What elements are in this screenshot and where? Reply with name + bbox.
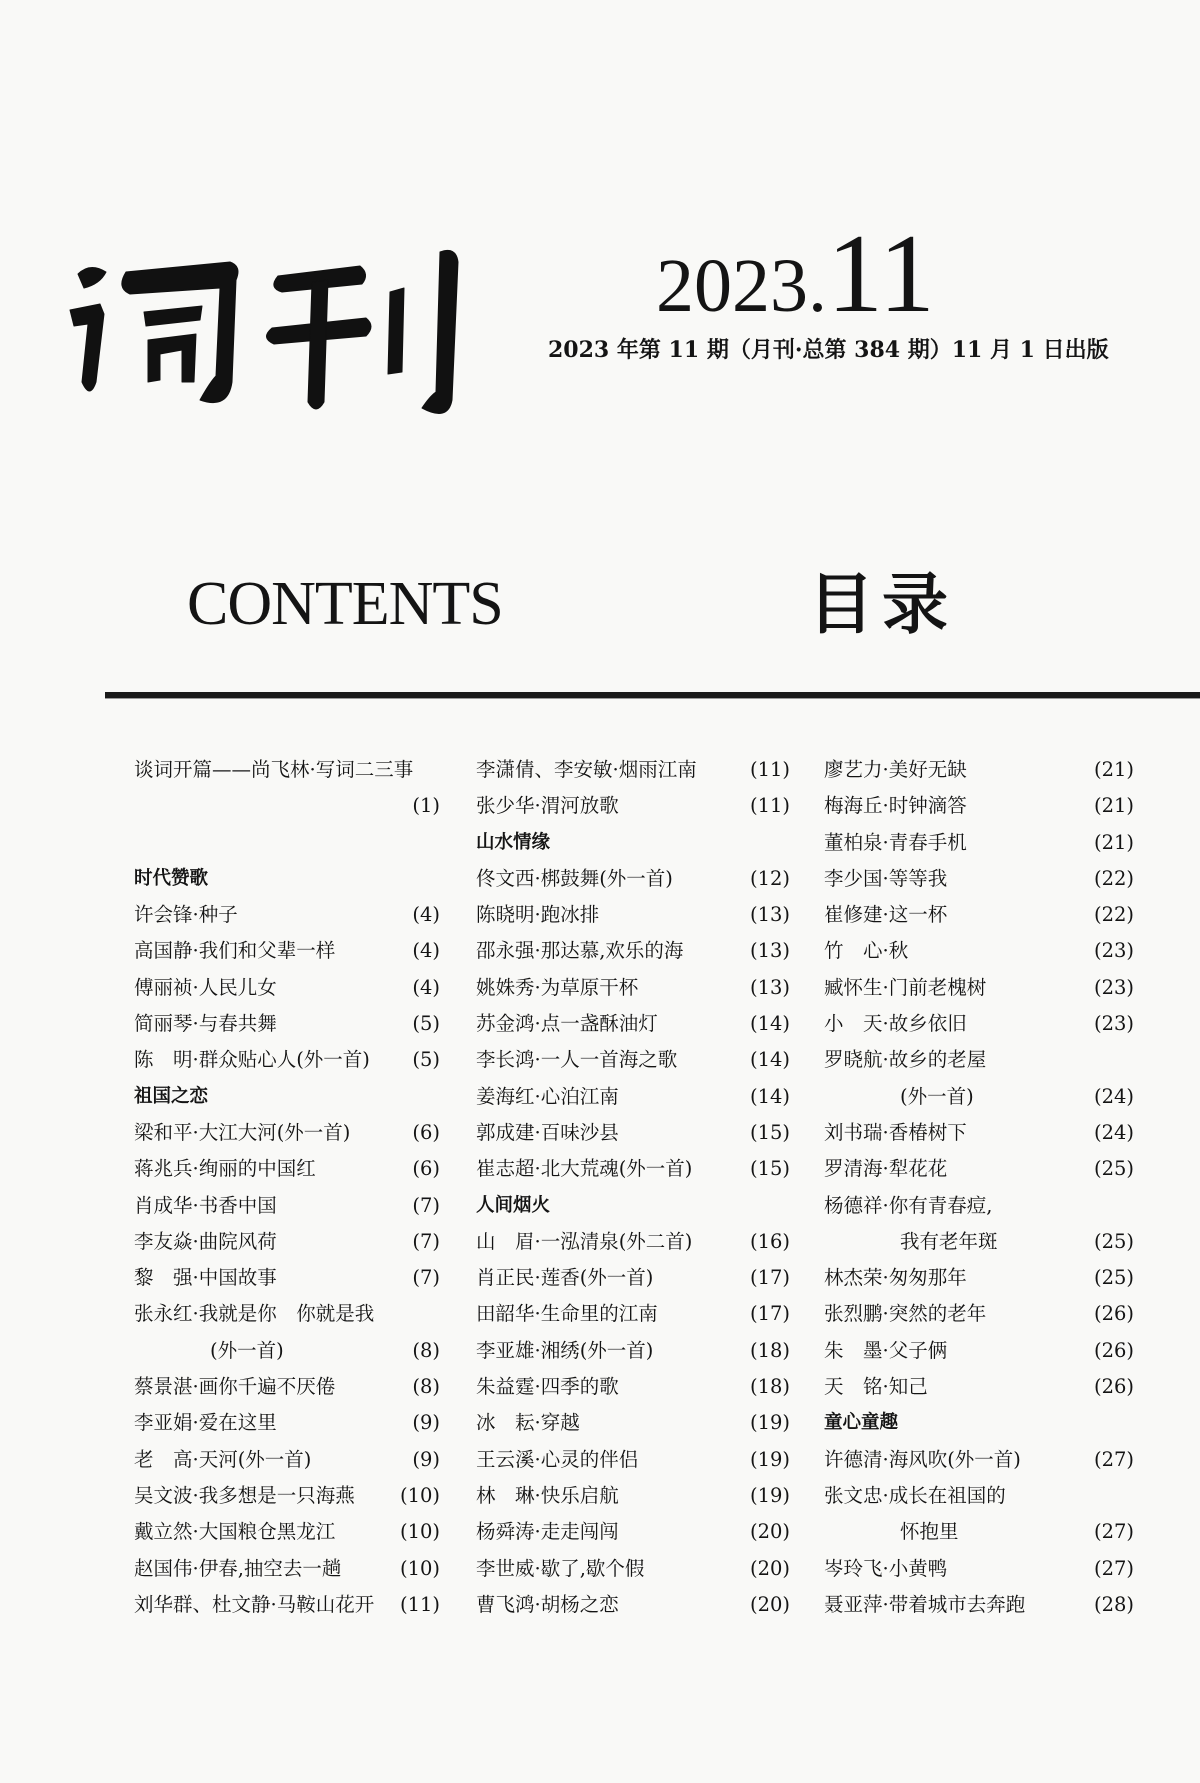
toc-entry [476, 861, 790, 897]
toc-entry [134, 897, 440, 933]
entry-page-number: (18) [749, 1338, 790, 1362]
toc-entry [134, 825, 440, 861]
entry-page-number: (21) [1093, 794, 1134, 818]
magazine-logo [60, 232, 480, 422]
toc-entry [824, 1514, 1134, 1550]
toc-entry [476, 1405, 790, 1441]
entry-title: 李亚雄·湘绣(外一首) [476, 1338, 654, 1362]
entry-title: 姜海红·心泊江南 [476, 1084, 619, 1108]
toc-entry [134, 1551, 440, 1587]
entry-title: 吴文波·我多想是一只海燕 [134, 1483, 355, 1507]
entry-title: 刘书瑞·香椿树下 [824, 1120, 967, 1144]
entry-page-number: (14) [749, 1084, 790, 1108]
entry-page-number: (20) [749, 1592, 790, 1616]
toc-entry [476, 1442, 790, 1478]
toc-entry [134, 1587, 440, 1623]
entry-page-number: (28) [1093, 1592, 1134, 1616]
toc-entry [824, 1260, 1134, 1296]
entry-page-number: (19) [749, 1483, 790, 1507]
entry-page-number: (6) [412, 1157, 440, 1181]
toc-entry [134, 1442, 440, 1478]
issue-month: 11 [827, 212, 935, 336]
toc-entry [134, 1151, 440, 1187]
toc-entry [824, 1478, 1134, 1514]
entry-title: 李少国·等等我 [824, 866, 948, 890]
toc-entry [476, 788, 790, 824]
toc-entry [476, 1514, 790, 1550]
entry-page-number: (14) [749, 1012, 790, 1036]
entry-page-number: (4) [412, 939, 440, 963]
entry-page-number: (27) [1093, 1556, 1134, 1580]
entry-page-number: (20) [749, 1556, 790, 1580]
entry-page-number: (10) [399, 1483, 440, 1507]
entry-page-number [436, 1079, 440, 1115]
entry-page-number: (12) [749, 866, 790, 890]
entry-page-number: (26) [1093, 1302, 1134, 1326]
toc-entry [476, 1260, 790, 1296]
entry-title: 张烈鹏·突然的老年 [824, 1302, 987, 1326]
entry-page-number: (23) [1093, 975, 1134, 999]
toc-entry [134, 1042, 440, 1078]
toc-section-heading [824, 1405, 1134, 1441]
toc-entry [134, 1224, 440, 1260]
entry-page-number: (7) [412, 1193, 440, 1217]
entry-page-number: (19) [749, 1411, 790, 1435]
entry-page-number: (23) [1093, 939, 1134, 963]
toc-entry [476, 897, 790, 933]
entry-page-number [1130, 1405, 1134, 1441]
toc-entry [134, 1260, 440, 1296]
entry-title: 我有老年斑 [900, 1229, 998, 1253]
toc-entry [134, 970, 440, 1006]
toc-entry [134, 1296, 440, 1332]
entry-title: 陈晓明·跑冰排 [476, 903, 600, 927]
toc-entry [476, 1115, 790, 1151]
entry-title: 李亚娟·爱在这里 [134, 1411, 277, 1435]
toc-entry [824, 1224, 1134, 1260]
entry-title: (外一首) [900, 1084, 974, 1108]
entry-title: 赵国伟·伊春,抽空去一趟 [134, 1556, 342, 1580]
toc-entry [824, 1333, 1134, 1369]
toc-entry [824, 1587, 1134, 1623]
entry-page-number [436, 861, 440, 897]
entry-title: 佟文西·梆鼓舞(外一首) [476, 866, 673, 890]
entry-title: 张永红·我就是你 你就是我 [134, 1302, 375, 1326]
entry-title: 蔡景湛·画你千遍不厌倦 [134, 1375, 336, 1399]
entry-page-number: (20) [749, 1520, 790, 1544]
entry-page-number: (25) [1093, 1157, 1134, 1181]
entry-page-number: (8) [412, 1375, 440, 1399]
toc-entry [824, 752, 1134, 788]
entry-title: 李友焱·曲院风荷 [134, 1229, 277, 1253]
entry-page-number: (9) [412, 1411, 440, 1435]
entry-title: 聂亚萍·带着城市去奔跑 [824, 1592, 1026, 1616]
entry-page-number [786, 825, 790, 861]
toc-entry [476, 933, 790, 969]
entry-page-number: (4) [412, 975, 440, 999]
entry-title: 小 天·故乡依旧 [824, 1012, 967, 1036]
section-title: 童心童趣 [824, 1412, 899, 1434]
toc-section-heading [134, 861, 440, 897]
entry-page-number: (17) [749, 1302, 790, 1326]
toc-entry [824, 970, 1134, 1006]
entry-page-number: (17) [749, 1266, 790, 1290]
entry-page-number [436, 1296, 440, 1332]
entry-title: 简丽琴·与春共舞 [134, 1012, 277, 1036]
entry-page-number: (5) [412, 1012, 440, 1036]
toc-entry [134, 1369, 440, 1405]
entry-page-number: (24) [1093, 1084, 1134, 1108]
entry-title: 山 眉·一泓清泉(外二首) [476, 1229, 693, 1253]
toc-entry [134, 788, 440, 824]
toc-entry [134, 1478, 440, 1514]
entry-page-number: (4) [412, 903, 440, 927]
entry-page-number: (26) [1093, 1338, 1134, 1362]
entry-title: 许会锋·种子 [134, 903, 238, 927]
entry-page-number: (11) [749, 758, 790, 781]
toc-entry [476, 1478, 790, 1514]
entry-page-number: (6) [412, 1120, 440, 1144]
toc-entry [476, 752, 790, 788]
toc-entry [476, 1296, 790, 1332]
entry-page-number [1130, 1188, 1134, 1224]
entry-title: 郭成建·百味沙县 [476, 1120, 619, 1144]
entry-title: 竹 心·秋 [824, 939, 909, 963]
entry-page-number: (24) [1093, 1120, 1134, 1144]
toc-entry [476, 1006, 790, 1042]
entry-page-number: (27) [1093, 1520, 1134, 1544]
entry-title: 天 铭·知己 [824, 1375, 928, 1399]
entry-page-number [436, 752, 440, 788]
entry-title: 苏金鸿·点一盏酥油灯 [476, 1012, 658, 1036]
entry-title: 杨舜涛·走走闯闯 [476, 1520, 619, 1544]
entry-page-number [1130, 1042, 1134, 1078]
entry-page-number: (15) [749, 1120, 790, 1144]
contents-heading-cn: 目录 [808, 566, 956, 643]
entry-title: 傅丽祯·人民儿女 [134, 975, 277, 999]
entry-page-number [436, 825, 440, 861]
toc-entry [824, 1442, 1134, 1478]
entry-title: 张文忠·成长在祖国的 [824, 1483, 1006, 1507]
toc-entry [134, 1333, 440, 1369]
entry-title: 崔修建·这一杯 [824, 903, 948, 927]
section-title: 时代赞歌 [134, 867, 209, 889]
entry-title: 戴立然·大国粮仓黑龙江 [134, 1520, 336, 1544]
toc-entry [824, 1551, 1134, 1587]
entry-page-number: (19) [749, 1447, 790, 1471]
entry-title: 田韶华·生命里的江南 [476, 1302, 658, 1326]
toc-entry [476, 1042, 790, 1078]
entry-page-number: (21) [1093, 830, 1134, 854]
entry-title: 臧怀生·门前老槐树 [824, 975, 987, 999]
contents-heading-en: CONTENTS [187, 570, 503, 638]
entry-title: 谈词开篇——尚飞林·写词二三事 [134, 758, 414, 781]
toc-entry [476, 1369, 790, 1405]
entry-page-number: (22) [1093, 866, 1134, 890]
toc-section-heading [134, 1079, 440, 1115]
entry-title: 蒋兆兵·绚丽的中国红 [134, 1157, 316, 1181]
entry-title: 冰 耘·穿越 [476, 1411, 580, 1435]
entry-page-number: (7) [412, 1266, 440, 1290]
entry-title: 怀抱里 [900, 1520, 959, 1544]
entry-title: 罗清海·犁花花 [824, 1157, 948, 1181]
entry-title: 刘华群、杜文静·马鞍山花开 [134, 1592, 375, 1616]
entry-title: 陈 明·群众贴心人(外一首) [134, 1048, 370, 1072]
issue-info-line: 2023 年第 11 期（月刊·总第 384 期）11 月 1 日出版 [548, 337, 1109, 363]
entry-page-number: (11) [749, 794, 790, 818]
issue-number [656, 212, 935, 336]
toc-entry [476, 970, 790, 1006]
entry-title: 王云溪·心灵的伴侣 [476, 1447, 639, 1471]
divider-rule [105, 692, 1200, 699]
toc-column-3 [824, 752, 1134, 1623]
toc-column-2 [476, 752, 790, 1623]
entry-page-number: (25) [1093, 1266, 1134, 1290]
toc-entry [134, 1188, 440, 1224]
entry-title: 曹飞鸿·胡杨之恋 [476, 1592, 619, 1616]
entry-page-number: (23) [1093, 1012, 1134, 1036]
entry-page-number: (10) [399, 1520, 440, 1544]
toc-entry [476, 1151, 790, 1187]
toc-entry [824, 861, 1134, 897]
toc-entry [476, 1587, 790, 1623]
toc-entry [134, 1115, 440, 1151]
entry-title: 肖成华·书香中国 [134, 1193, 277, 1217]
toc-entry [824, 1151, 1134, 1187]
entry-title: 黎 强·中国故事 [134, 1266, 277, 1290]
entry-page-number: (5) [412, 1048, 440, 1072]
toc-entry [824, 897, 1134, 933]
entry-title: 林 琳·快乐启航 [476, 1483, 619, 1507]
entry-title: 杨德祥·你有青春痘, [824, 1193, 993, 1217]
toc-entry [824, 1188, 1134, 1224]
entry-title: 董柏泉·青春手机 [824, 830, 967, 854]
entry-title: 张少华·渭河放歌 [476, 794, 619, 818]
toc-entry [134, 933, 440, 969]
entry-title: (外一首) [210, 1338, 284, 1362]
toc-entry [824, 1079, 1134, 1115]
section-title: 山水情缘 [476, 831, 551, 853]
toc-column-1 [134, 752, 440, 1623]
entry-page-number: (18) [749, 1375, 790, 1399]
entry-page-number: (8) [412, 1338, 440, 1362]
entry-title: 邵永强·那达慕,欢乐的海 [476, 939, 684, 963]
toc-entry [134, 752, 440, 788]
entry-title: 高国静·我们和父辈一样 [134, 939, 336, 963]
entry-title: 许德清·海风吹(外一首) [824, 1447, 1021, 1471]
entry-title: 肖正民·莲香(外一首) [476, 1266, 654, 1290]
toc-section-heading [476, 825, 790, 861]
toc-entry [824, 1296, 1134, 1332]
toc-entry [824, 1042, 1134, 1078]
entry-page-number [786, 1188, 790, 1224]
entry-title: 梅海丘·时钟滴答 [824, 794, 967, 818]
entry-page-number: (13) [749, 939, 790, 963]
calligraphy-logo-icon [60, 232, 480, 422]
toc-entry [824, 825, 1134, 861]
entry-page-number: (22) [1093, 903, 1134, 927]
entry-title: 李世威·歇了,歇个假 [476, 1556, 645, 1580]
entry-page-number: (21) [1093, 758, 1134, 781]
entry-page-number: (11) [399, 1592, 440, 1616]
section-title: 祖国之恋 [134, 1085, 209, 1107]
entry-title: 罗晓航·故乡的老屋 [824, 1048, 987, 1072]
entry-title: 崔志超·北大荒魂(外一首) [476, 1157, 693, 1181]
entry-page-number: (9) [412, 1447, 440, 1471]
toc-entry [476, 1079, 790, 1115]
entry-title: 老 高·天河(外一首) [134, 1447, 312, 1471]
entry-page-number: (16) [749, 1229, 790, 1253]
toc-entry [824, 933, 1134, 969]
toc-entry [134, 1405, 440, 1441]
entry-page-number: (27) [1093, 1447, 1134, 1471]
entry-page-number [1130, 1478, 1134, 1514]
toc-entry [476, 1224, 790, 1260]
toc-entry [824, 1369, 1134, 1405]
entry-page-number: (7) [412, 1229, 440, 1253]
entry-page-number: (1) [412, 794, 440, 818]
entry-title: 李潇倩、李安敏·烟雨江南 [476, 758, 697, 781]
entry-title: 梁和平·大江大河(外一首) [134, 1120, 351, 1144]
entry-title: 姚姝秀·为草原干杯 [476, 975, 639, 999]
entry-page-number: (26) [1093, 1375, 1134, 1399]
section-title: 人间烟火 [476, 1194, 551, 1216]
entry-title: 林杰荣·匆匆那年 [824, 1266, 967, 1290]
toc-entry [824, 1006, 1134, 1042]
toc-entry [476, 1333, 790, 1369]
issue-year: 2023. [656, 244, 827, 328]
toc-entry [134, 1006, 440, 1042]
entry-page-number: (25) [1093, 1229, 1134, 1253]
entry-page-number: (13) [749, 903, 790, 927]
entry-page-number: (10) [399, 1556, 440, 1580]
entry-title: 岑玲飞·小黄鸭 [824, 1556, 948, 1580]
entry-page-number: (13) [749, 975, 790, 999]
entry-title: 朱益霆·四季的歌 [476, 1375, 619, 1399]
entry-page-number: (15) [749, 1157, 790, 1181]
entry-title: 廖艺力·美好无缺 [824, 758, 967, 781]
toc-entry [824, 1115, 1134, 1151]
toc-entry [824, 788, 1134, 824]
toc-section-heading [476, 1188, 790, 1224]
entry-title: 李长鸿·一人一首海之歌 [476, 1048, 678, 1072]
toc-entry [134, 1514, 440, 1550]
entry-page-number: (14) [749, 1048, 790, 1072]
entry-title: 朱 墨·父子俩 [824, 1338, 948, 1362]
toc-entry [476, 1551, 790, 1587]
